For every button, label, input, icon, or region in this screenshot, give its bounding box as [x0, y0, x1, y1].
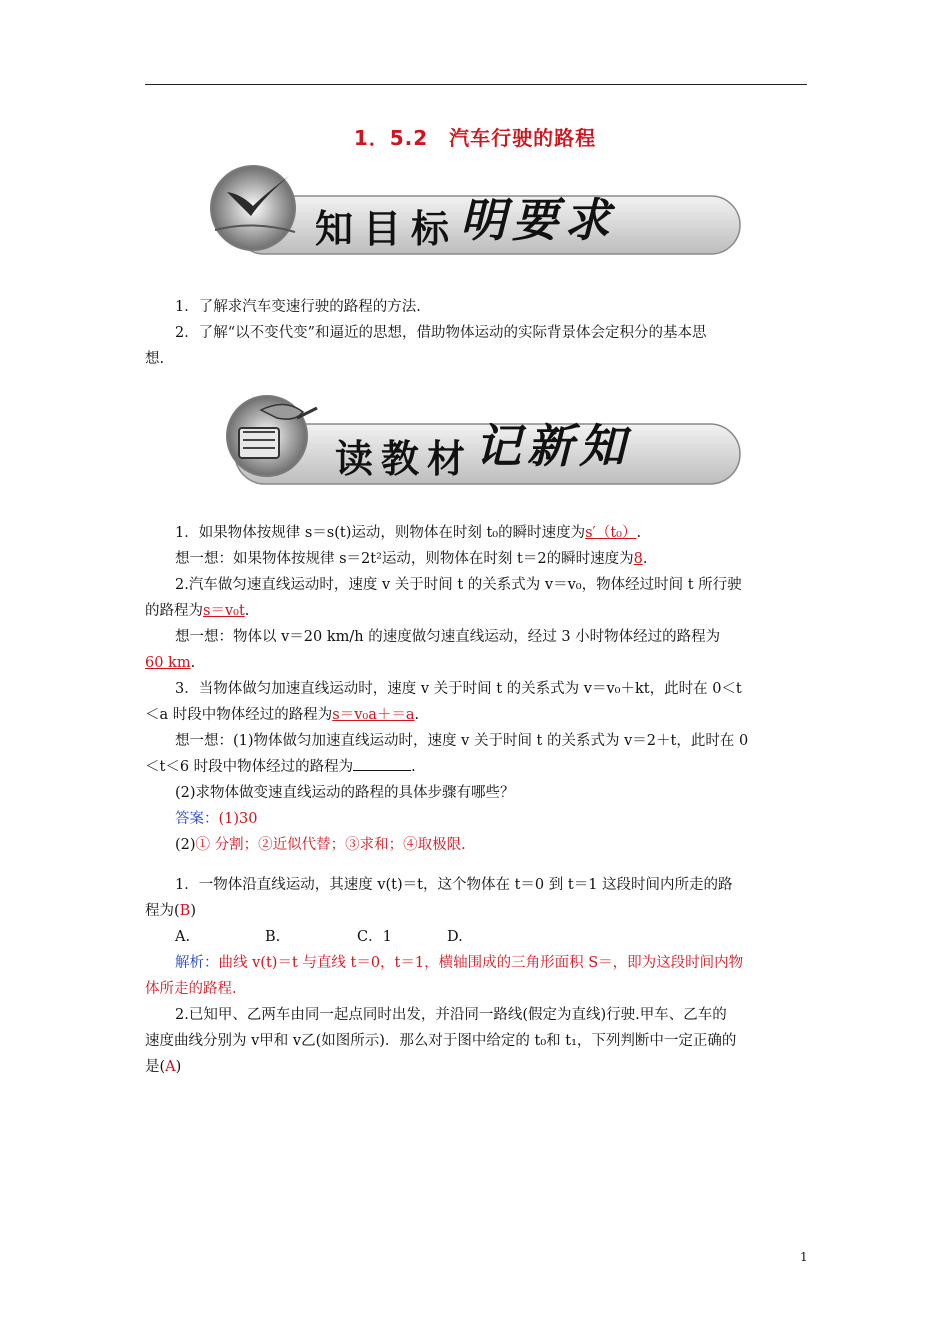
answer-line-2 — [145, 832, 807, 858]
think-item-2-end: . — [190, 655, 196, 671]
knowledge-item-1 — [145, 520, 807, 546]
goal-item-2-line-2: 想. — [145, 351, 165, 367]
banner-goals-plain: 知目标 — [315, 207, 460, 251]
knowledge-item-3-answer: s＝v₀a＋＝a — [332, 707, 415, 723]
think-item-1 — [145, 546, 807, 572]
knowledge-item-1-text: 1．如果物体按规律 s＝s(t)运动，则物体在时刻 t₀的瞬时速度为 — [175, 525, 586, 541]
banner-reading-graphic — [205, 388, 765, 494]
banner-reading — [205, 388, 765, 494]
knowledge-section — [145, 520, 807, 858]
think-item-2-line-2 — [145, 650, 807, 676]
think-item-1-end: . — [642, 551, 648, 567]
banner-reading-script: 记新知 — [475, 419, 631, 473]
exercise-section — [145, 872, 807, 1080]
option-d: D. — [447, 929, 463, 945]
explanation-text: 曲线 v(t)＝t 与直线 t＝0，t＝1，横轴围成的三角形面积 S＝，即为这段时间内物 — [218, 955, 744, 971]
exercise-2-end: ) — [175, 1059, 182, 1075]
header-rule — [145, 84, 807, 85]
knowledge-item-2-answer: s＝v₀t — [203, 603, 245, 619]
knowledge-item-2-line-1: 2.汽车做匀速直线运动时，速度 v 关于时间 t 的关系式为 v＝v₀，物体经过时间 t 所行驶 — [175, 577, 742, 593]
exercise-1-line-1: 1．一物体沿直线运动，其速度 v(t)＝t，这个物体在 t＝0 到 t＝1 这段时间内所走的路 — [175, 877, 733, 893]
knowledge-item-1-answer: s′（t₀） — [585, 525, 637, 541]
explanation-line-1 — [145, 950, 807, 976]
explanation-line-2: 体所走的路程. — [145, 981, 237, 997]
think-item-2-answer: 60 km — [145, 655, 191, 671]
option-a: A. — [175, 929, 191, 945]
knowledge-item-3-end: . — [414, 707, 420, 723]
think-item-2-line-1: 想一想：物体以 v＝20 km/h 的速度做匀速直线运动，经过 3 小时物体经过的路程为 — [175, 629, 721, 645]
option-b: B. — [265, 929, 281, 945]
explanation-label: 解析： — [175, 955, 219, 971]
knowledge-item-3-text: ＜a 时段中物体经过的路程为 — [145, 707, 333, 723]
exercise-2-line-1: 2.已知甲、乙两车由同一起点同时出发，并沿同一路线(假定为直线)行驶.甲车、乙车的 — [175, 1007, 727, 1023]
exercise-1-options — [145, 924, 807, 950]
banner-goals-script: 明要求 — [460, 193, 616, 247]
think-item-1-answer: 8 — [633, 551, 643, 567]
knowledge-item-2-text: 的路程为 — [145, 603, 203, 619]
banner-reading-plain: 读教材 — [335, 437, 474, 481]
exercise-1-end: ) — [190, 903, 196, 919]
banner-goals — [205, 158, 765, 264]
think-item-3-text: ＜t＜6 时段中物体经过的路程为 — [145, 759, 354, 775]
banner-goals-graphic — [205, 158, 765, 264]
knowledge-item-2-end: . — [244, 603, 250, 619]
goal-item-2-line-1: 2．了解“以不变代变”和逼近的思想，借助物体运动的实际背景体会定积分的基本思 — [175, 325, 707, 341]
exercise-2-line-2: 速度曲线分别为 v甲和 v乙(如图所示)．那么对于图中给定的 t₀和 t₁，下列判断中一定正确的 — [145, 1033, 737, 1049]
think-item-3-end: . — [411, 759, 416, 775]
knowledge-item-2-line-2 — [145, 598, 807, 624]
exercise-1-text: 程为( — [145, 903, 180, 919]
exercise-1-answer: B — [179, 903, 191, 919]
think-item-3-question-2: (2)求物体做变速直线运动的路程的具体步骤有哪些？ — [175, 785, 515, 801]
option-c: C．1 — [357, 929, 392, 945]
goal-item-1: 1．了解求汽车变速行驶的路程的方法. — [175, 299, 421, 315]
think-item-1-text: 想一想：如果物体按规律 s＝2t²运动，则物体在时刻 t＝2的瞬时速度为 — [175, 551, 634, 567]
exercise-2-text: 是( — [145, 1059, 166, 1075]
knowledge-item-3-line-2 — [145, 702, 807, 728]
goals-list — [145, 294, 807, 372]
think-item-3-line-2 — [145, 754, 807, 780]
exercise-1-line-2 — [145, 898, 807, 924]
answer-2: ① 分割；②近似代替；③求和；④取极限. — [195, 837, 466, 853]
exercise-2-line-3 — [145, 1054, 807, 1080]
knowledge-item-1-end: . — [636, 525, 642, 541]
answer-blank — [353, 756, 411, 771]
knowledge-item-3-line-1: 3．当物体做匀加速直线运动时，速度 v 关于时间 t 的关系式为 v＝v₀＋kt，此时在 0＜t — [175, 681, 742, 697]
exercise-2-answer: A — [165, 1059, 176, 1075]
answer-line-1 — [145, 806, 807, 832]
answer-2-label: (2) — [175, 837, 196, 853]
section-title: 1．5.2 汽车行驶的路程 — [353, 126, 597, 150]
page-number: 1 — [800, 1250, 808, 1264]
think-item-3-line-1: 想一想：(1)物体做匀加速直线运动时，速度 v 关于时间 t 的关系式为 v＝2＋t，此时在 0 — [175, 733, 749, 749]
answer-1: (1)30 — [218, 811, 258, 827]
answer-label: 答案： — [175, 811, 219, 827]
